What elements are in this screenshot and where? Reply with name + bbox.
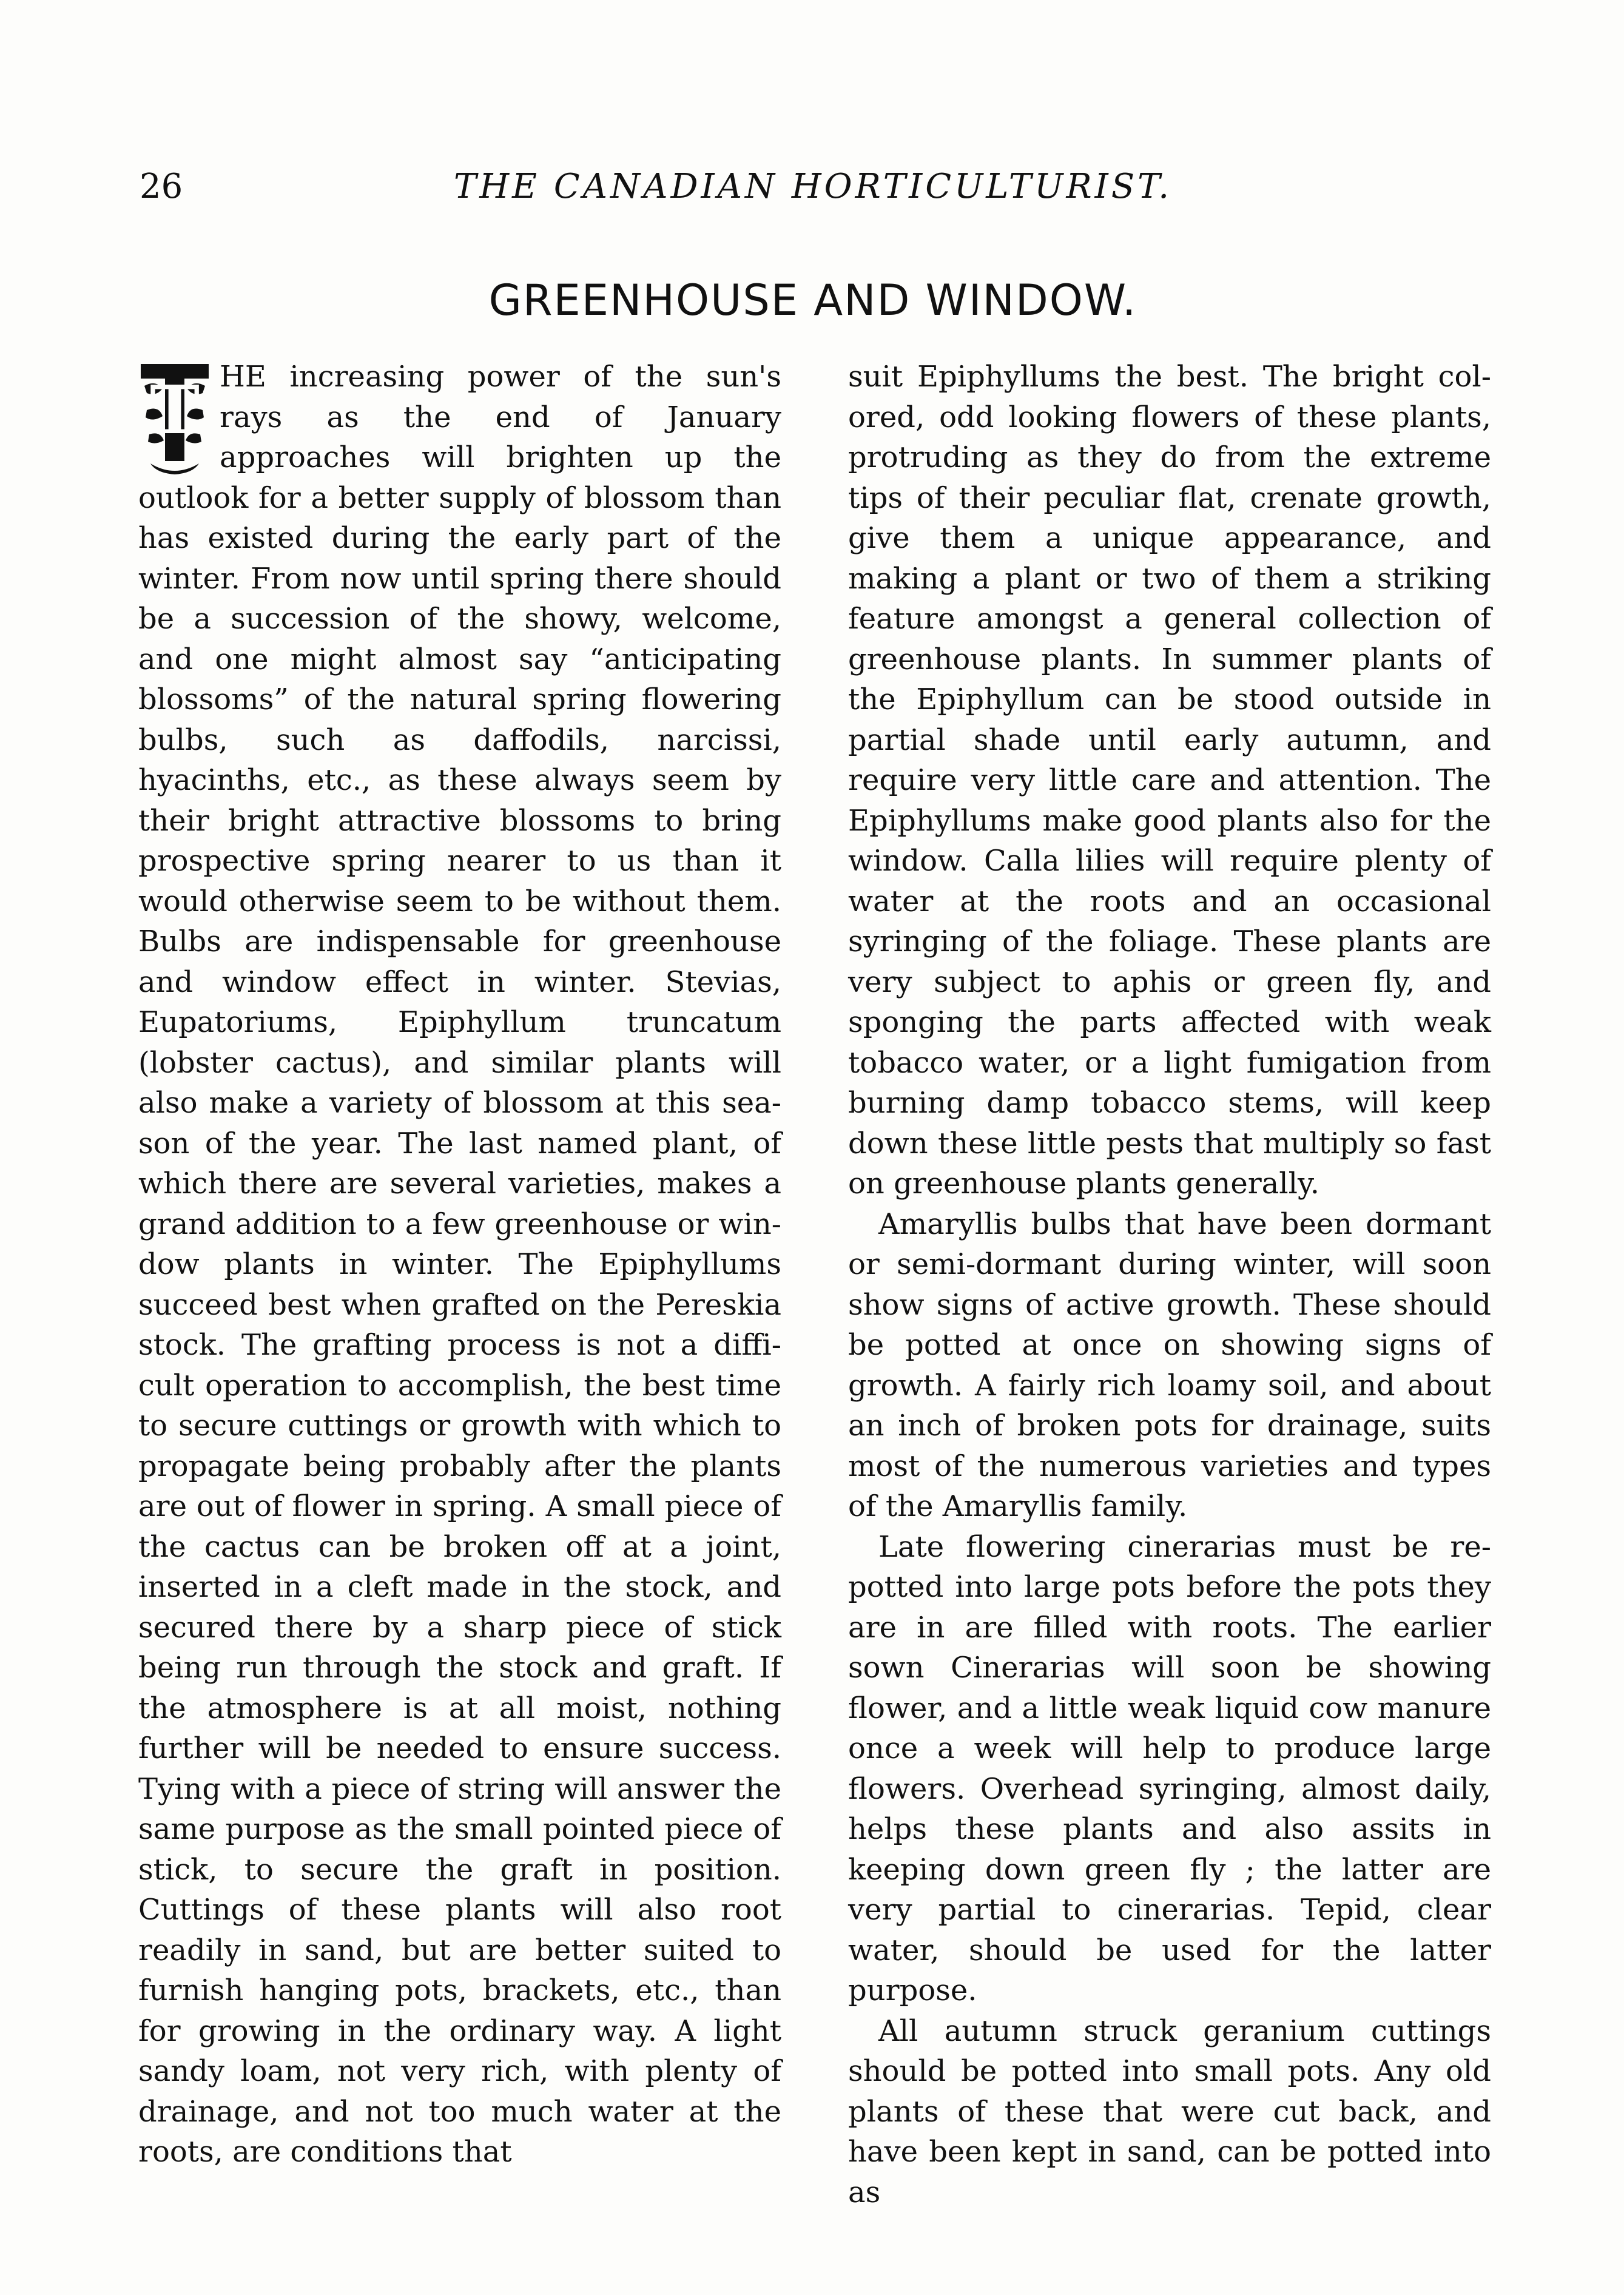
page-number: 26 xyxy=(140,167,183,206)
column-right xyxy=(848,357,1491,2212)
svg-text:T: T xyxy=(150,371,200,449)
dropcap-initial xyxy=(138,362,211,477)
running-head: THE CANADIAN HORTICULTURIST. xyxy=(453,167,1173,206)
paragraph-2: suit Epiphyllums the best. The bright colored, odd looking flowers of these plants, protruding as they do from the extreme tips of their peculiar flat, crenate growth, give them a unique appearance, and making a plant or two of them a striking feature amongst a general collection of greenhouse plants. In summer plants of the Epiphyllum can be stood outside in partial shade until early autumn, and require very little care and attention. The Epiphyllums make good plants also for the window. Calla lilies will require plenty of water at the roots and an occasional syringing of the foliage. These plants are very subject to aphis or green fly, and sponging the parts affected with weak tobacco water, or a light fumigation from burning damp tobacco stems, will keep down these little pests that multiply so fast on greenhouse plants generally. xyxy=(848,360,1491,1201)
page-header xyxy=(140,157,1486,217)
article-body xyxy=(138,357,1491,2212)
paragraph-4: Late flowering cinerarias must be repotted into large pots before the pots they are in are filled with roots. The earlier sown Cinerarias will soon be showing flower, and a little weak liquid cow manure once a week will help to produce large flowers. Overhead syringing, almost daily, helps these plants and also assits in keeping down green fly ; the latter are very partial to cinerarias. Tepid, clear water, should be used for the latter purpose. xyxy=(848,1529,1491,2007)
paragraph-3: Amaryllis bulbs that have been dormant or semi-dormant during winter, will soon show signs of active growth. These should be potted at once on showing signs of growth. A fairly rich loamy soil, and about an inch of broken pots for drainage, suits most of the numerous varieties and types of the Amaryllis family. xyxy=(848,1207,1491,1523)
paragraph-5: All autumn struck geranium cuttings should be potted into small pots. Any old plants of these that were cut back, and have been kept in sand, can be potted into as xyxy=(848,2014,1491,2209)
article-title: GREENHOUSE AND WINDOW. xyxy=(488,275,1137,325)
column-left xyxy=(138,357,781,2212)
paragraph-1: HE increasing power of the sun's rays as the end of January approaches will brighten up the outlook for a better supply of blossom than has existed during the early part of the winter. From now until spring there should be a succession of the showy, welcome, and one might almost say “anticipating blossoms” of the natural spring flowering bulbs, such as daffodils, narcissi, hyacinths, etc., as these always seem by their bright attractive blossoms to bring prospective spring nearer to us than it would otherwise seem to be without them. Bulbs are indispensable for greenhouse and window effect in winter. Stevias, Eupatoriums, Epiphyllum truncatum (lobster cactus), and similar plants will also make a variety of blossom at this season of the year. The last named plant, of which there are several varieties, makes a grand addition to a few greenhouse or window plants in winter. The Epiphyllums succeed best when grafted on the Pereskia stock. The grafting process is not a difficult operation to accomplish, the best time to secure cuttings or growth with which to propagate being probably after the plants are out of flower in spring. A small piece of the cactus can be broken off at a joint, inserted in a cleft made in the stock, and secured there by a sharp piece of stick being run through the stock and graft. If the atmosphere is at all moist, nothing further will be needed to ensure success. Tying with a piece of string will answer the same purpose as the small pointed piece of stick, to secure the graft in position. Cuttings of these plants will also root readily in sand, but are better suited to furnish hanging pots, brackets, etc., than for growing in the ordinary way. A light sandy loam, not very rich, with plenty of drainage, and not too much water at the roots, are conditions that xyxy=(138,360,781,2169)
